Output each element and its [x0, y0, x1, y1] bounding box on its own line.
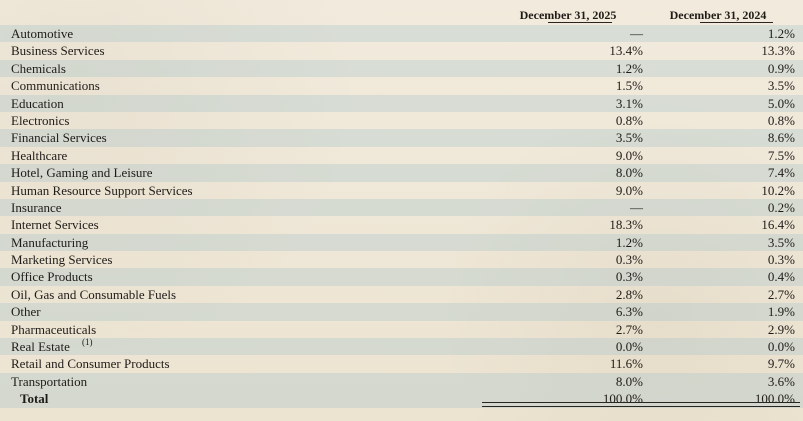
- row-label: Communications: [11, 78, 100, 94]
- row-label: Transportation: [11, 373, 88, 389]
- value-2025: 3.5%: [615, 130, 643, 146]
- value-2024: 2.7%: [767, 286, 795, 302]
- row-label: Insurance: [11, 199, 62, 215]
- value-2024: 0.3%: [767, 252, 795, 268]
- table-row: [0, 95, 803, 112]
- total-row: [0, 390, 803, 407]
- value-2024: 5.0%: [767, 95, 795, 111]
- value-2025: 2.8%: [615, 286, 643, 302]
- table-row: [0, 234, 803, 251]
- row-label: Human Resource Support Services: [11, 182, 193, 198]
- value-2024: 0.2%: [767, 199, 795, 215]
- row-label: Other: [11, 304, 41, 320]
- total-label: Total: [20, 391, 49, 407]
- header-underline-2024: [700, 22, 773, 23]
- table-row: [0, 216, 803, 233]
- table-row: [0, 355, 803, 372]
- value-2025: 1.2%: [615, 60, 643, 76]
- value-2024: 10.2%: [761, 182, 795, 198]
- value-2025: 0.0%: [615, 339, 643, 355]
- value-2025: 1.5%: [615, 78, 643, 94]
- value-2025: 0.3%: [615, 252, 643, 268]
- column-header-2025: December 31, 2025: [519, 8, 617, 22]
- value-2025: 3.1%: [615, 95, 643, 111]
- value-2025: 9.0%: [615, 147, 643, 163]
- table-row: [0, 129, 803, 146]
- table-row: [0, 338, 803, 355]
- value-2024: 1.2%: [767, 26, 795, 41]
- footnote-marker: (1): [82, 337, 93, 348]
- total-value-2025: 100.0%: [602, 391, 643, 407]
- value-2025: 2.7%: [615, 321, 643, 337]
- value-2024: 13.3%: [761, 43, 795, 59]
- value-2024: 9.7%: [767, 356, 795, 372]
- row-label: Electronics: [11, 112, 70, 128]
- value-2025: 11.6%: [609, 356, 643, 372]
- row-label: Business Services: [11, 43, 105, 59]
- value-2024: 0.9%: [767, 60, 795, 76]
- value-2024: 3.5%: [767, 78, 795, 94]
- value-2025: 9.0%: [615, 182, 643, 198]
- value-2025: 6.3%: [615, 304, 643, 320]
- value-2025: —: [630, 199, 643, 215]
- table-row: [0, 182, 803, 199]
- value-2024: 0.0%: [767, 339, 795, 355]
- table-row: [0, 199, 803, 216]
- table-row: [0, 268, 803, 285]
- table-row: [0, 60, 803, 77]
- total-double-underline-2024: [641, 402, 800, 407]
- column-header-2024: December 31, 2024: [669, 8, 767, 22]
- header-underline-2025: [548, 22, 612, 23]
- value-2024: 1.9%: [767, 304, 795, 320]
- value-2024: 8.6%: [767, 130, 795, 146]
- table-row: [0, 112, 803, 129]
- total-double-underline-2025: [482, 402, 642, 407]
- table-row: [0, 42, 803, 59]
- row-label: Education: [11, 95, 64, 111]
- value-2025: 0.3%: [615, 269, 643, 285]
- row-label: Manufacturing: [11, 234, 89, 250]
- value-2025: 8.0%: [615, 165, 643, 181]
- row-label: Retail and Consumer Products: [11, 356, 170, 372]
- total-value-2024: 100.0%: [754, 391, 795, 407]
- value-2024: 7.4%: [767, 165, 795, 181]
- value-2024: 0.8%: [767, 112, 795, 128]
- row-label: Oil, Gas and Consumable Fuels: [11, 286, 177, 302]
- value-2025: 0.8%: [615, 112, 643, 128]
- value-2025: 8.0%: [615, 373, 643, 389]
- industry-allocation-table: [0, 25, 803, 408]
- value-2024: 3.6%: [767, 373, 795, 389]
- table-row: [0, 25, 803, 42]
- row-label: Healthcare: [11, 147, 68, 163]
- row-label: Hotel, Gaming and Leisure: [11, 165, 153, 181]
- table-row: [0, 321, 803, 338]
- row-label: Office Products: [11, 269, 93, 285]
- value-2024: 7.5%: [767, 147, 795, 163]
- column-header-row: [0, 8, 803, 26]
- row-label: Financial Services: [11, 130, 107, 146]
- value-2025: 13.4%: [609, 43, 643, 59]
- row-label: Pharmaceuticals: [11, 321, 97, 337]
- value-2024: 16.4%: [761, 217, 795, 233]
- value-2024: 0.4%: [767, 269, 795, 285]
- table-row: [0, 251, 803, 268]
- table-row: [0, 373, 803, 390]
- value-2025: —: [630, 26, 643, 41]
- value-2025: 1.2%: [615, 234, 643, 250]
- row-label: Automotive: [11, 26, 74, 41]
- table-row: [0, 77, 803, 94]
- table-row: [0, 164, 803, 181]
- value-2024: 2.9%: [767, 321, 795, 337]
- value-2025: 18.3%: [609, 217, 643, 233]
- row-label: Chemicals: [11, 60, 66, 76]
- row-label: Real Estate: [11, 339, 70, 355]
- table-row: [0, 303, 803, 320]
- table-row: [0, 286, 803, 303]
- value-2024: 3.5%: [767, 234, 795, 250]
- row-label: Internet Services: [11, 217, 99, 233]
- table-row: [0, 147, 803, 164]
- row-label: Marketing Services: [11, 252, 113, 268]
